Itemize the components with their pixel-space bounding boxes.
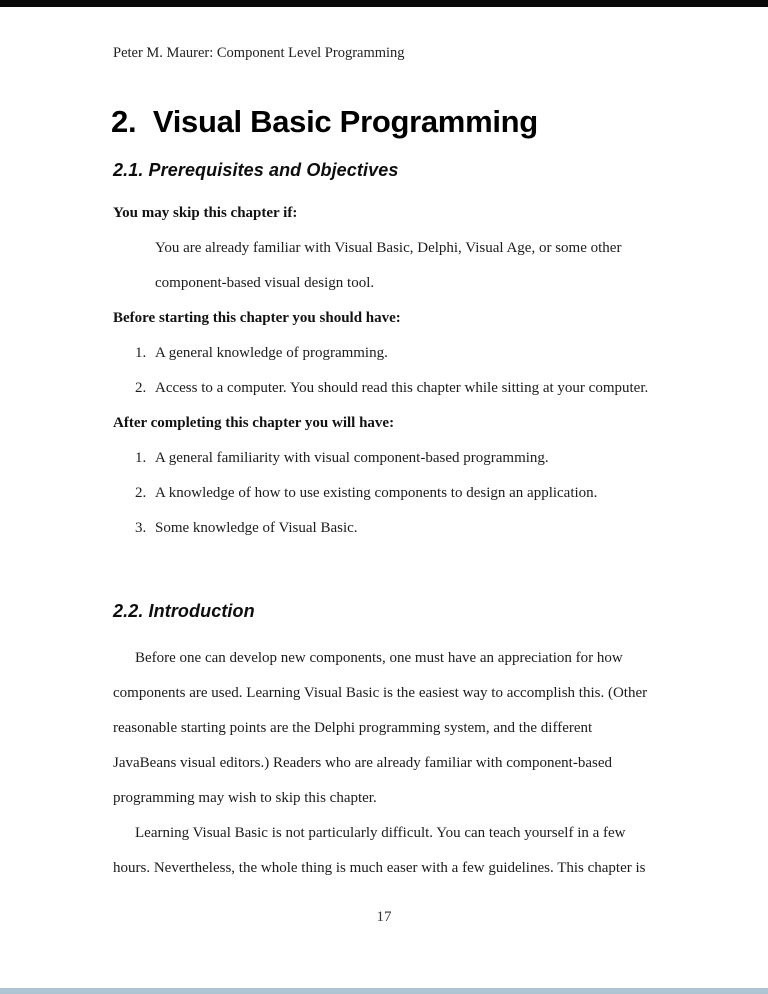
list-item-text: A general knowledge of programming. <box>155 345 388 361</box>
after-lead-in: After completing this chapter you will have: <box>113 415 395 431</box>
bottom-edge-bar <box>0 988 768 994</box>
prerequisites-body <box>113 196 658 546</box>
list-item <box>113 476 658 511</box>
page-number: 17 <box>376 909 392 925</box>
section-heading-introduction: 2.2. Introduction <box>113 601 255 621</box>
list-item <box>113 371 658 406</box>
after-list <box>113 441 658 546</box>
list-item <box>113 336 658 371</box>
list-item-text: A knowledge of how to use existing components to design an application. <box>155 485 598 501</box>
introduction-paragraph: Before one can develop new components, one must have an appreciation for how components are used. Learning Visual Basic is the easiest way to accomplish this. (Other reasonable starting points are the Delphi programming system, and the different JavaBeans visual editors.) Readers who are already familiar with component-based programming may wish to skip this chapter. <box>113 650 648 806</box>
list-item-text: Some knowledge of Visual Basic. <box>155 520 358 536</box>
introduction-body <box>113 641 658 886</box>
list-item-text: Access to a computer. You should read this chapter while sitting at your computer. <box>155 380 649 396</box>
list-item-number: 1. <box>135 345 147 361</box>
skip-lead-in: You may skip this chapter if: <box>113 205 298 221</box>
section-heading-prerequisites: 2.1. Prerequisites and Objectives <box>113 160 399 180</box>
list-item <box>113 511 658 546</box>
top-edge-bar <box>0 0 768 7</box>
list-item-number: 1. <box>135 450 147 466</box>
running-header: Peter M. Maurer: Component Level Programming <box>113 45 405 61</box>
list-item <box>113 441 658 476</box>
list-item-number: 2. <box>135 380 147 396</box>
chapter-title: 2. Visual Basic Programming <box>111 104 538 139</box>
before-lead-in: Before starting this chapter you should have: <box>113 310 401 326</box>
list-item-number: 2. <box>135 485 147 501</box>
list-item-text: A general familiarity with visual component-based programming. <box>155 450 549 466</box>
before-list <box>113 336 658 406</box>
introduction-paragraph: Learning Visual Basic is not particularly difficult. You can teach yourself in a few hours. Nevertheless, the whole thing is much easer with a few guidelines. This chapter is <box>113 825 646 876</box>
list-item-number: 3. <box>135 520 147 536</box>
skip-condition-text: You are already familiar with Visual Basic, Delphi, Visual Age, or some other component-based visual design tool. <box>155 240 622 291</box>
